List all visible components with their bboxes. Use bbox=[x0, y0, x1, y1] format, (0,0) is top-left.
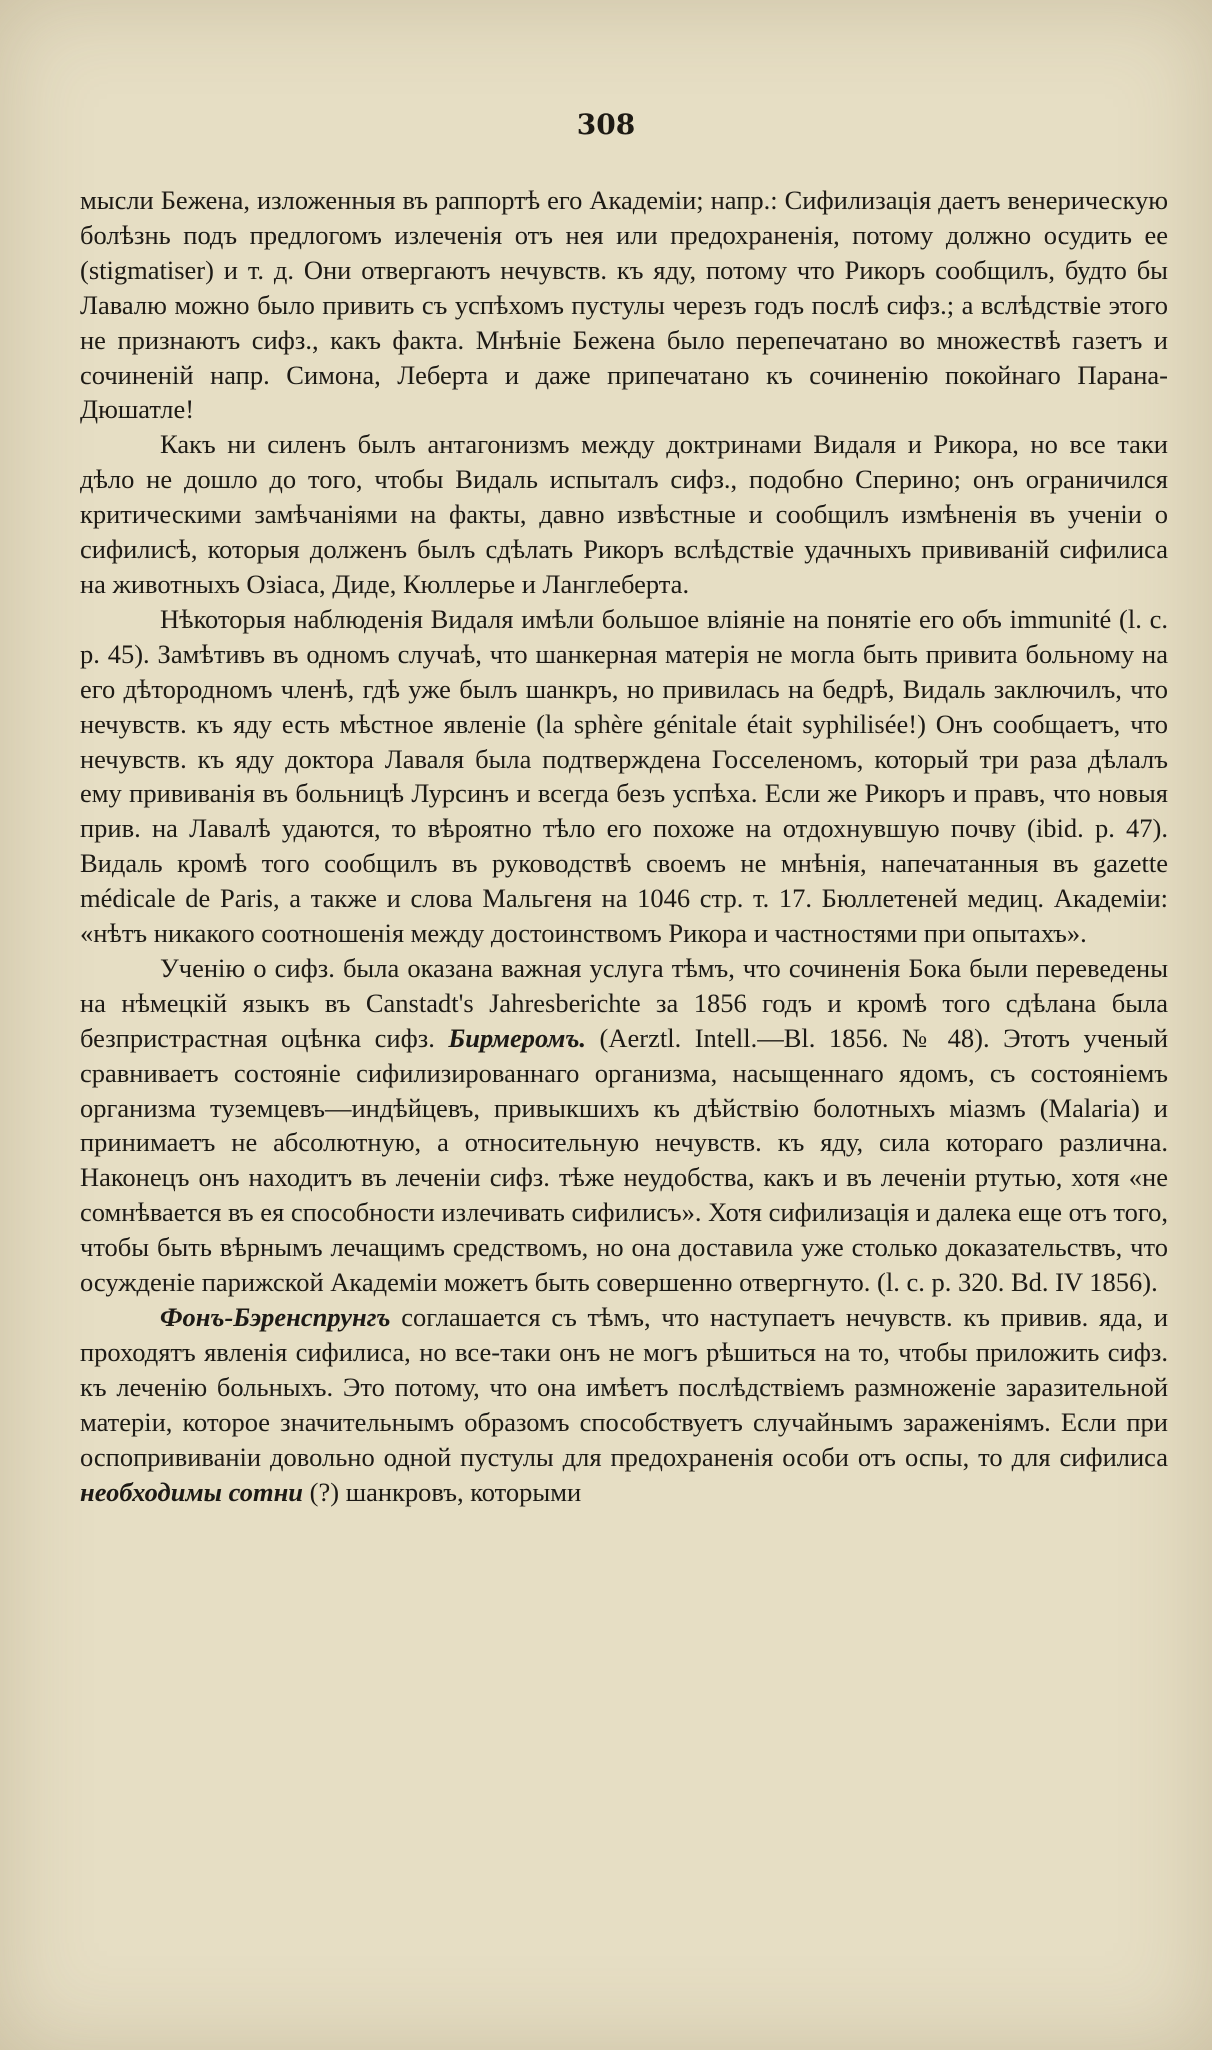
body-text bbox=[80, 183, 1168, 1509]
paragraph-4-italic-name: Бирмеромъ. bbox=[448, 1022, 587, 1053]
paragraph-4 bbox=[80, 951, 1168, 1300]
paragraph-3-text: Нѣкоторыя наблюденія Видаля имѣли большое вліяніе на понятіе его объ immunité (l. c. p. 45). Замѣтивъ въ одномъ случаѣ, что шанкерная матерія не могла быть привита больному на его дѣтородномъ членѣ, гдѣ уже былъ шанкръ, но привилась на бедрѣ, Видаль заключилъ, что нечувств. къ яду есть мѣстное явленіе (la sphère génitale était syphilisée!) Онъ сообщаетъ, что нечувств. къ яду доктора Лаваля была подтверждена Госселеномъ, который три раза дѣлалъ ему прививанія въ больницѣ Лурсинъ и всегда безъ успѣха. Если же Рикоръ и правъ, что новыя прив. на Лавалѣ удаются, то вѣроятно тѣло его похоже на отдохнувшую почву (ibid. p. 47). Видаль кромѣ того сообщилъ въ руководствѣ своемъ не мнѣнія, напечатанныя въ gazette médicale de Paris, а также и слова Мальгеня на 1046 стр. т. 17. Бюллетеней медиц. Академіи: «нѣтъ никакого соотношенія между достоинствомъ Рикора и частностями при опытахъ». bbox=[80, 603, 1168, 949]
page-number: 308 bbox=[576, 108, 636, 141]
paragraph-5-tail: (?) шанкровъ, которыми bbox=[309, 1476, 582, 1507]
paragraph-2-text: Какъ ни силенъ былъ антагонизмъ между доктринами Видаля и Рикора, но все таки дѣло не дошло до того, чтобы Видаль испыталъ сифз., подобно Сперино; онъ ограничился критическими замѣчаніями на факты, давно извѣстные и сообщилъ измѣненія въ ученіи о сифилисѣ, которыя долженъ былъ сдѣлать Рикоръ вслѣдствіе удачныхъ прививаній сифилиса на животныхъ Озіаса, Диде, Кюллерье и Ланглеберта. bbox=[80, 429, 1168, 599]
paragraph-3 bbox=[80, 602, 1168, 951]
paragraph-5-text: соглашается съ тѣмъ, что наступаетъ нечувств. къ привив. яда, и проходятъ явленія сифилиса, но все-таки онъ не могъ рѣшиться на то, чтобы приложить сифз. къ леченію больныхъ. Это потому, что она имѣетъ послѣдствіемъ размноженіе заразительной матеріи, которое значительнымъ образомъ способствуетъ случайнымъ зараженіямъ. Если при оспопрививаніи довольно одной пустулы для предохраненія особи отъ оспы, то для сифилиса bbox=[80, 1302, 1168, 1472]
paragraph-2 bbox=[80, 427, 1168, 602]
paragraph-4-tail: (Aerztl. Intell.—Bl. 1856. № 48). Этотъ ученый сравниваетъ состояніе сифилизированнаго организма, насыщеннаго ядомъ, съ состояніемъ организма туземцевъ—индѣйцевъ, привыкшихъ къ дѣйствію болотныхъ міазмъ (Malaria) и принимаетъ не абсолютную, а относительную нечувств. къ яду, сила котораго различна. Наконецъ онъ находитъ въ леченіи сифз. тѣже неудобства, какъ и въ леченіи ртутью, хотя «не сомнѣвается въ ея способности излечивать сифилисъ». Хотя сифилизація и далека еще отъ того, чтобы быть вѣрнымъ лечащимъ средствомъ, но она доставила уже столько доказательствъ, что осужденіе парижской Академіи можетъ быть совершенно отвергнуто. (l. c. p. 320. Bd. IV 1856). bbox=[80, 1022, 1169, 1298]
paragraph-1 bbox=[80, 183, 1168, 427]
paragraph-5-italic-emphasis: необходимы сотни bbox=[80, 1476, 304, 1507]
paragraph-5-italic-name: Фонъ-Бэренспрунгъ bbox=[160, 1302, 391, 1332]
paragraph-1-text: мысли Бежена, изложенныя въ раппортѣ его Академіи; напр.: Сифилизація даетъ венерическую болѣзнь подъ предлогомъ излеченія отъ нея или предохраненія, потому должно осудить ее (stigmatiser) и т. д. Они отвергаютъ нечувств. къ яду, потому что Рикоръ сообщилъ, будто бы Лавалю можно было привить съ успѣхомъ пустулы черезъ годъ послѣ сифз.; а вслѣдствіе этого не признаютъ сифз., какъ факта. Мнѣніе Бежена было перепечатано во множествѣ газетъ и сочиненій напр. Симона, Леберта и даже припечатано къ сочиненію покойнаго Парана-Дюшатле! bbox=[80, 185, 1168, 425]
paragraph-4-text: Ученію о сифз. была оказана важная услуга тѣмъ, что сочиненія Бока были переведены на нѣмецкій языкъ въ Canstadt's Jahresberichte за 1856 годъ и кромѣ того сдѣлана была безпристрастная оцѣнка сифз. bbox=[80, 952, 1168, 1053]
paragraph-5 bbox=[80, 1300, 1168, 1509]
